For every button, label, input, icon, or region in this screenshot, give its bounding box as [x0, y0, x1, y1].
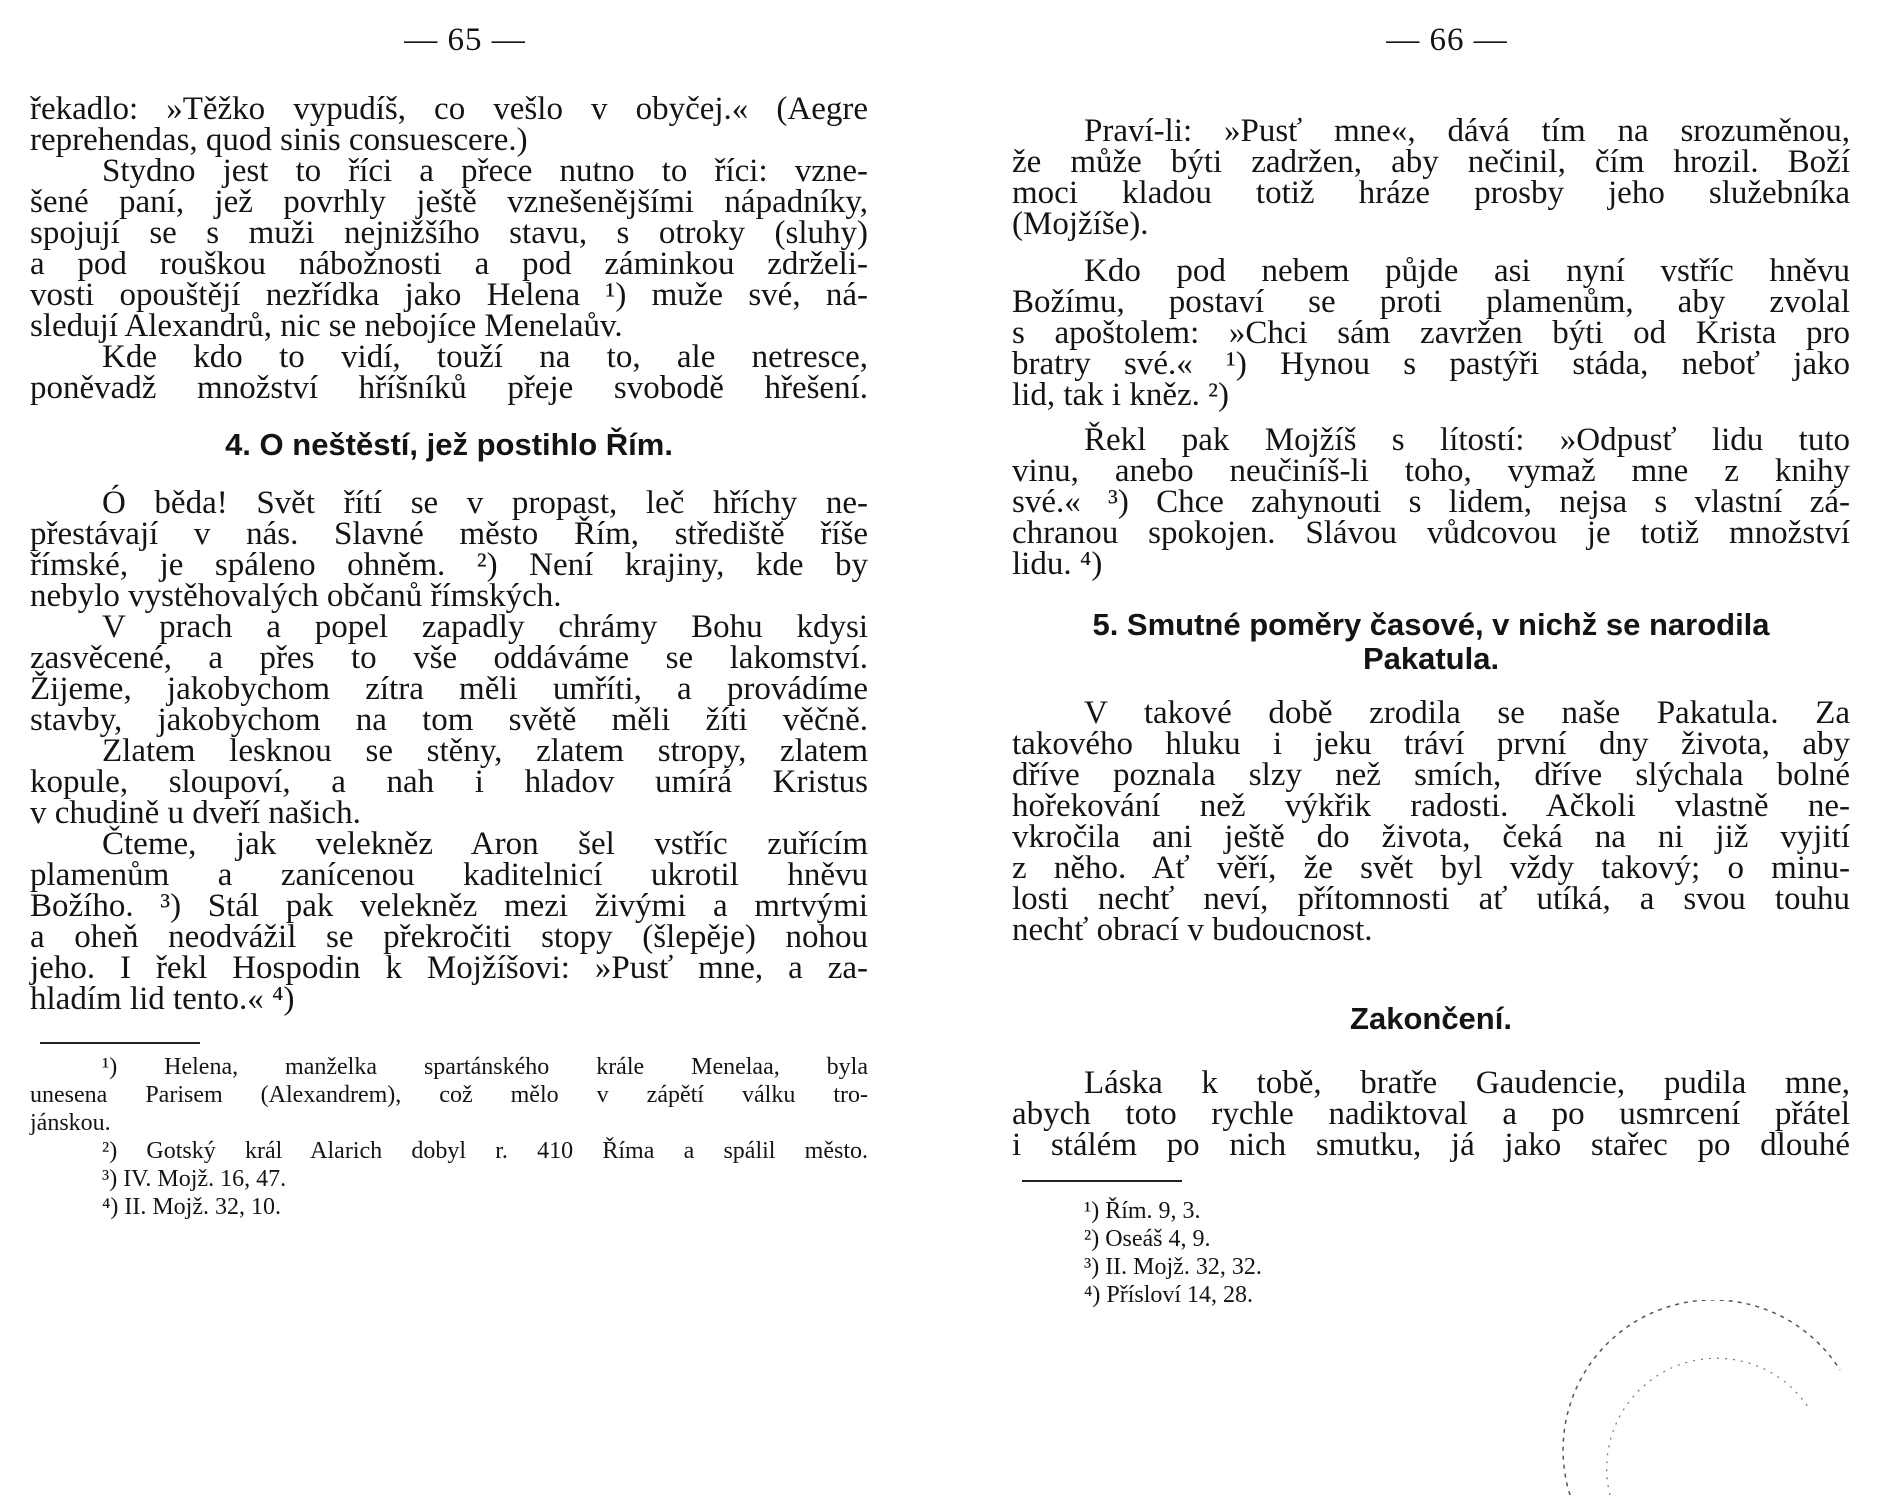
text-line: s apoštolem: »Chci sám zavržen býti od Krista pro: [1012, 315, 1850, 351]
text-line: chranou spokojen. Slávou vůdcovou je totiž množství: [1012, 515, 1850, 551]
footnote: ³) IV. Mojž. 16, 47.: [102, 1166, 287, 1192]
text-line: Žijeme, jakobychom zítra měli umříti, a provádíme: [30, 671, 868, 707]
text-line: nechť obrací v budoucnost.: [1012, 912, 1373, 948]
footnote: ¹) Helena, manželka spartánského krále Menelaa, byla: [102, 1054, 868, 1080]
text-line: i stálém po nich smutku, já jako stařec po dlouhé: [1012, 1127, 1850, 1163]
footnote: unesena Parisem (Alexandrem), což mělo v zápětí válku tro-: [30, 1082, 868, 1108]
text-line: Ó běda! Svět řítí se v propast, leč hříchy ne-: [102, 485, 868, 521]
text-line: Láska k tobě, bratře Gaudencie, pudila mne,: [1084, 1065, 1850, 1101]
text-line: Praví-li: »Pusť mne«, dává tím na srozuměnou,: [1084, 113, 1850, 149]
text-line: své.« ³) Chce zahynouti s lidem, nejsa s vlastní zá-: [1012, 484, 1850, 520]
text-line: řekadlo: »Těžko vypudíš, co vešlo v obyčej.« (Aegre: [30, 91, 868, 127]
text-line: bratry své.« ¹) Hynou s pastýři stáda, neboť jako: [1012, 346, 1850, 382]
text-line: Zlatem lesknou se stěny, zlatem stropy, zlatem: [102, 733, 868, 769]
text-line: že může býti zadržen, aby nečinil, čím hrozil. Boží: [1012, 144, 1850, 180]
text-line: hladím lid tento.« ⁴): [30, 981, 295, 1017]
library-stamp-icon: [1550, 1300, 1850, 1500]
section-heading: Pakatula.: [1362, 641, 1500, 676]
text-line: (Mojžíše).: [1012, 206, 1149, 242]
text-line: kopule, sloupoví, a nah i hladov umírá Kristus: [30, 764, 868, 800]
text-line: nebylo vystěhovalých občanů římských.: [30, 578, 562, 614]
text-line: vosti opouštějí nezřídka jako Helena ¹) muže své, ná-: [30, 277, 868, 313]
section-heading: 5. Smutné poměry časové, v nichž se narodila: [1092, 607, 1770, 642]
text-line: moci kladou totiž hráze prosby jeho služebníka: [1012, 175, 1850, 211]
left-page: [30, 0, 900, 1500]
text-line: v chudině u dveří našich.: [30, 795, 361, 831]
text-line: vinu, anebo neučiníš-li toho, vymaž mne z knihy: [1012, 453, 1850, 489]
page-number: — 66 —: [1386, 22, 1508, 58]
text-line: a oheň neodvážil se překročiti stopy (šlepěje) nohou: [30, 919, 868, 955]
text-line: jeho. I řekl Hospodin k Mojžíšovi: »Pusť mne, a za-: [30, 950, 868, 986]
footnote: ²) Gotský král Alarich dobyl r. 410 Říma a spálil město.: [102, 1138, 868, 1164]
text-line: šené paní, jež povrhly ještě vznešenějšími nápadníky,: [30, 184, 868, 220]
text-line: losti nechť neví, přítomnosti ať utíká, a svou touhu: [1012, 881, 1850, 917]
section-heading: 4. O neštěstí, jež postihlo Řím.: [225, 427, 673, 462]
footnote-rule: [1022, 1180, 1182, 1182]
right-page: [1012, 0, 1882, 1500]
text-line: zasvěcené, a přes to vše oddáváme se lakomství.: [30, 640, 868, 676]
text-line: přestávají v nás. Slavné město Řím, střediště říše: [30, 516, 868, 552]
text-line: sledují Alexandrů, nic se nebojíce Menelaův.: [30, 308, 623, 344]
text-line: reprehendas, quod sinis consuescere.): [30, 122, 528, 158]
page-number: — 65 —: [404, 22, 526, 58]
footnote-rule: [40, 1042, 200, 1044]
text-line: dříve poznala slzy než smích, dříve slýchala bolné: [1012, 757, 1850, 793]
text-line: římské, je spáleno ohněm. ²) Není krajiny, kde by: [30, 547, 868, 583]
text-line: takového hluku i jeku tráví první dny života, aby: [1012, 726, 1850, 762]
text-line: hořekování než výkřik radosti. Ačkoli vlastně ne-: [1012, 788, 1850, 824]
text-line: V takové době zrodila se naše Pakatula. Za: [1084, 695, 1850, 731]
text-line: Řekl pak Mojžíš s lítostí: »Odpusť lidu tuto: [1084, 422, 1850, 458]
section-heading: Zakončení.: [1350, 1001, 1512, 1036]
text-line: Božího. ³) Stál pak velekněz mezi živými a mrtvými: [30, 888, 868, 924]
footnote: ²) Oseáš 4, 9.: [1084, 1226, 1211, 1252]
text-line: Božímu, postaví se proti plamenům, aby zvolal: [1012, 284, 1850, 320]
text-line: Stydno jest to říci a přece nutno to říci: vzne-: [102, 153, 868, 189]
footnote: ¹) Řím. 9, 3.: [1084, 1198, 1201, 1224]
text-line: spojují se s muži nejnižšího stavu, s otroky (sluhy): [30, 215, 868, 251]
text-line: lidu. ⁴): [1012, 546, 1103, 582]
footnote: ⁴) II. Mojž. 32, 10.: [102, 1194, 282, 1220]
text-line: V prach a popel zapadly chrámy Bohu kdysi: [102, 609, 868, 645]
footnote: ³) II. Mojž. 32, 32.: [1084, 1254, 1262, 1280]
text-line: z něho. Ať věří, že svět byl vždy takový; o minu-: [1012, 850, 1850, 886]
text-line: stavby, jakobychom na tom světě měli žíti věčně.: [30, 702, 868, 738]
text-line: Kde kdo to vidí, touží na to, ale netresce,: [102, 339, 868, 375]
text-line: a pod rouškou nábožnosti a pod záminkou zdrželi-: [30, 246, 868, 282]
footnote: ⁴) Přísloví 14, 28.: [1084, 1282, 1254, 1308]
text-line: abych toto rychle nadiktoval a po usmrcení přátel: [1012, 1096, 1850, 1132]
text-line: plamenům a zanícenou kaditelnicí ukrotil hněvu: [30, 857, 868, 893]
text-line: vkročila ani ještě do života, čeká na ni již vyjití: [1012, 819, 1850, 855]
text-line: lid, tak i kněz. ²): [1012, 377, 1229, 413]
footnote: jánskou.: [30, 1110, 111, 1136]
text-line: poněvadž množství hříšníků přeje svobodě hřešení.: [30, 370, 868, 406]
text-line: Čteme, jak velekněz Aron šel vstříc zuřícím: [102, 826, 868, 862]
text-line: Kdo pod nebem půjde asi nyní vstříc hněvu: [1084, 253, 1850, 289]
